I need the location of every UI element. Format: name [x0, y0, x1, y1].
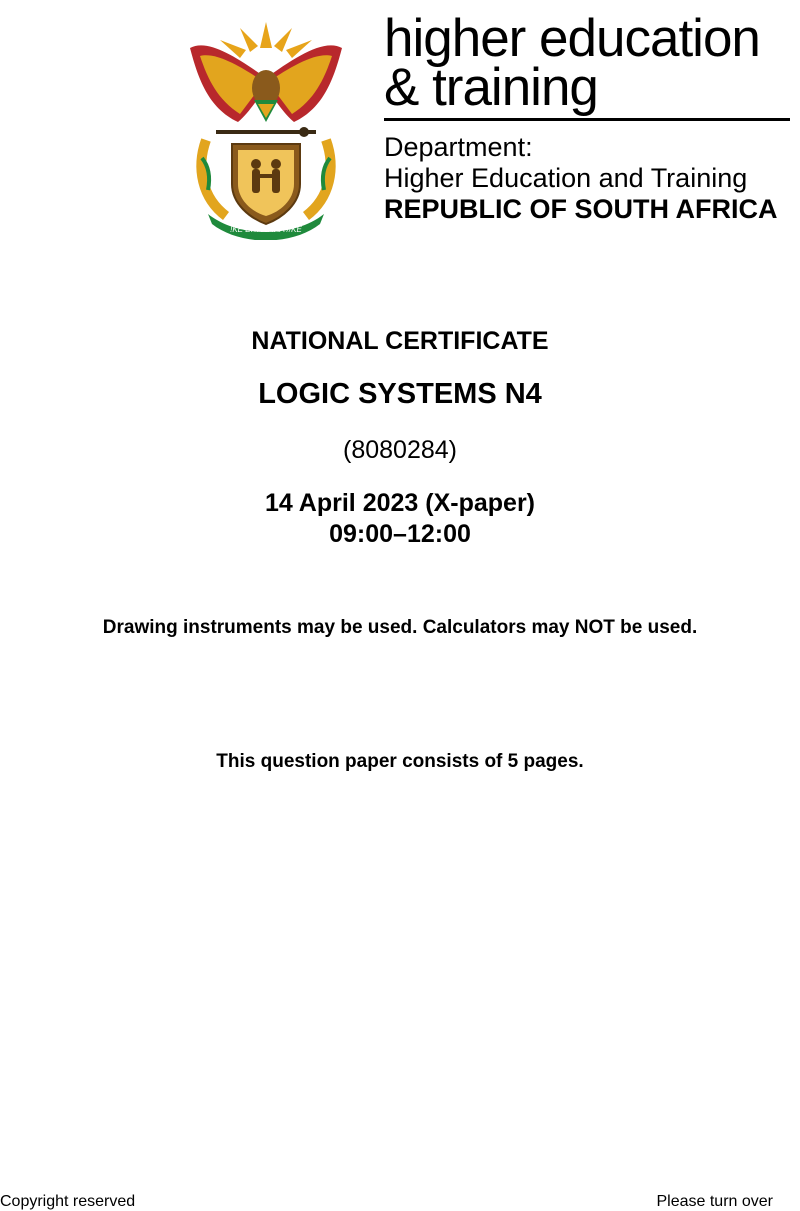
subject-title: LOGIC SYSTEMS N4	[258, 378, 542, 410]
department-brand	[384, 9, 794, 224]
subject-code: (8080284)	[343, 436, 457, 464]
certificate-title: NATIONAL CERTIFICATE	[251, 327, 549, 355]
department-block	[384, 132, 778, 225]
page-header	[0, 0, 800, 250]
sun-rays	[220, 22, 312, 58]
exam-time: 09:00–12:00	[329, 520, 471, 548]
brand-divider	[384, 118, 790, 121]
footer-copyright: Copyright reserved	[0, 1193, 136, 1210]
exam-date: 14 April 2023 (X-paper)	[264, 489, 535, 517]
exam-instructions: Drawing instruments may be used. Calculators may NOT be used.	[102, 617, 698, 638]
coat-of-arms-logo	[178, 18, 354, 240]
brand-title-line1: higher education	[384, 9, 760, 68]
motto-text: !KE E: /XARRA //KE	[230, 225, 302, 234]
department-label: Department:	[384, 132, 533, 162]
brand-title-line2: & training	[384, 58, 598, 117]
department-name: Higher Education and Training	[384, 163, 748, 193]
department-country: REPUBLIC OF SOUTH AFRICA	[384, 194, 778, 224]
page-count-note: This question paper consists of 5 pages.	[216, 751, 584, 772]
footer-turn-over: Please turn over	[656, 1193, 773, 1210]
